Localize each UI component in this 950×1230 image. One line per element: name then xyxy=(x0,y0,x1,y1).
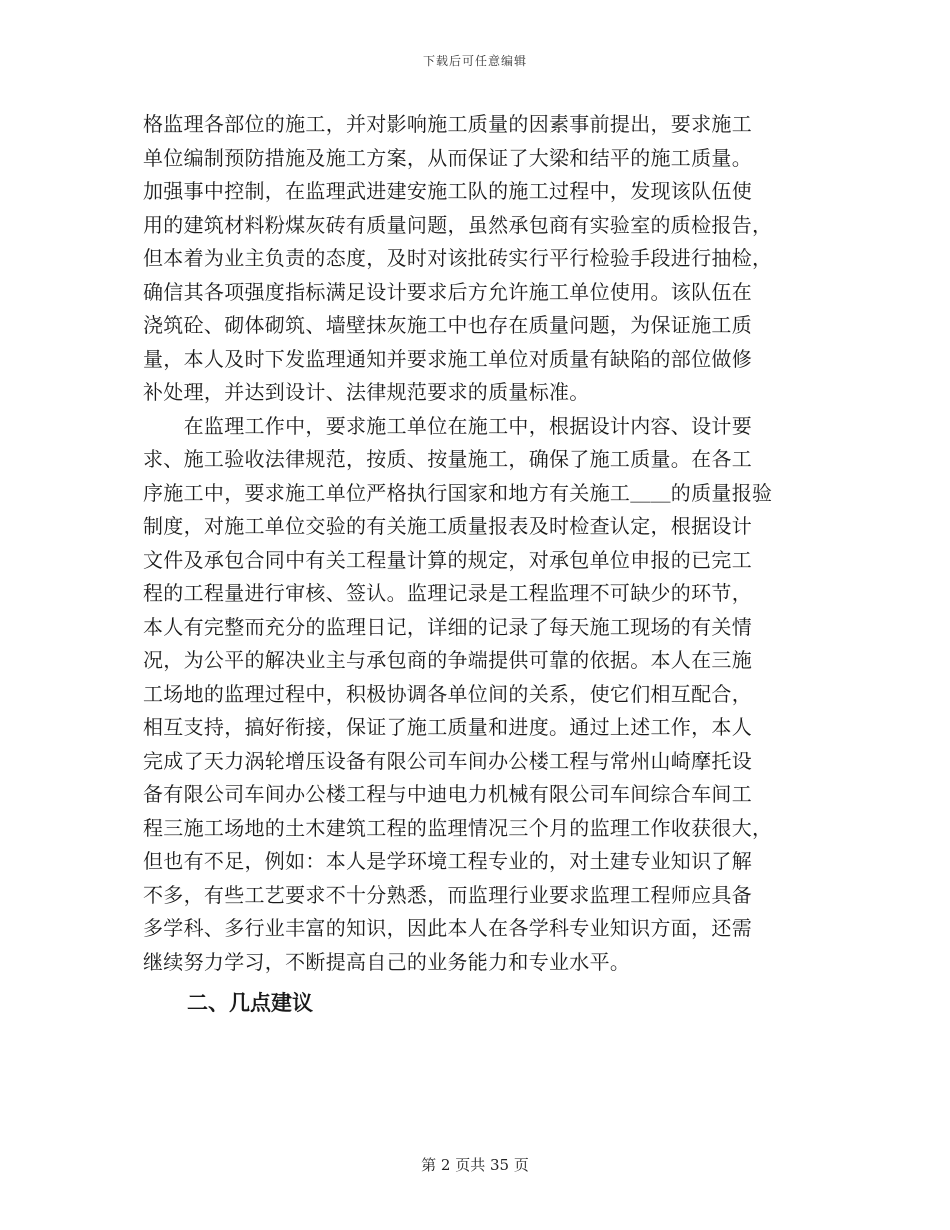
text-line: 不多，有些工艺要求不十分熟悉，而监理行业要求监理工程师应具备 xyxy=(143,882,752,907)
text-line: 在监理工作中，要求施工单位在施工中，根据设计内容、设计要 xyxy=(143,413,752,438)
text-line: 工场地的监理过程中，积极协调各单位间的关系，使它们相互配合， xyxy=(143,681,752,706)
text-line: 单位编制预防措施及施工方案，从而保证了大梁和结平的施工质量。 xyxy=(143,145,752,170)
section-heading: 二、几点建议 xyxy=(187,990,313,1015)
text-line: 浇筑砼、砌体砌筑、墙壁抹灰施工中也存在质量问题，为保证施工质 xyxy=(143,313,752,337)
text-line: 确信其各项强度指标满足设计要求后方允许施工单位使用。该队伍在 xyxy=(143,279,752,304)
paragraph-1 xyxy=(143,108,808,410)
text-line: 完成了天力涡轮增压设备有限公司车间办公楼工程与常州山崎摩托设 xyxy=(143,748,752,773)
text-line: 用的建筑材料粉煤灰砖有质量问题，虽然承包商有实验室的质检报告， xyxy=(143,212,773,237)
text-line: 序施工中，要求施工单位严格执行国家和地方有关施工＿＿的质量报验 xyxy=(143,480,773,505)
text-line: 但本着为业主负责的态度，及时对该批砖实行平行检验手段进行抽检， xyxy=(143,246,773,270)
page-header: 下载后可任意编辑 xyxy=(422,54,527,68)
text-line: 本人有完整而充分的监理日记，详细的记录了每天施工现场的有关情 xyxy=(143,614,752,639)
text-line: 相互支持，搞好衔接，保证了施工质量和进度。通过上述工作，本人 xyxy=(143,715,752,739)
text-line: 加强事中控制，在监理武进建安施工队的施工过程中，发现该队伍使 xyxy=(143,179,752,203)
document-body xyxy=(143,108,808,1023)
text-line: 继续努力学习，不断提高自己的业务能力和专业水平。 xyxy=(143,949,631,974)
paragraph-2 xyxy=(143,410,808,980)
text-line: 程的工程量进行审核、签认。监理记录是工程监理不可缺少的环节， xyxy=(143,581,752,605)
text-line: 求、施工验收法律规范，按质、按量施工，确保了施工质量。在各工 xyxy=(143,447,752,471)
text-line: 但也有不足，例如：本人是学环境工程专业的，对土建专业知识了解 xyxy=(143,849,752,873)
text-line: 多学科、多行业丰富的知识，因此本人在各学科专业知识方面，还需 xyxy=(143,916,752,940)
text-line: 格监理各部位的施工，并对影响施工质量的因素事前提出，要求施工 xyxy=(143,112,752,136)
text-line: 备有限公司车间办公楼工程与中迪电力机械有限公司车间综合车间工 xyxy=(143,782,752,806)
text-line: 制度，对施工单位交验的有关施工质量报表及时检查认定，根据设计 xyxy=(143,514,752,538)
page-footer: 第 2 页共 35 页 xyxy=(421,1156,529,1174)
text-line: 文件及承包合同中有关工程量计算的规定，对承包单位申报的已完工 xyxy=(143,547,752,572)
text-line: 量，本人及时下发监理通知并要求施工单位对质量有缺陷的部位做修 xyxy=(143,346,752,371)
text-line: 程三施工场地的土木建筑工程的监理情况三个月的监理工作收获很大， xyxy=(143,815,773,840)
text-line: 况，为公平的解决业主与承包商的争端提供可靠的依据。本人在三施 xyxy=(143,648,752,672)
text-line: 补处理，并达到设计、法律规范要求的质量标准。 xyxy=(143,380,590,404)
